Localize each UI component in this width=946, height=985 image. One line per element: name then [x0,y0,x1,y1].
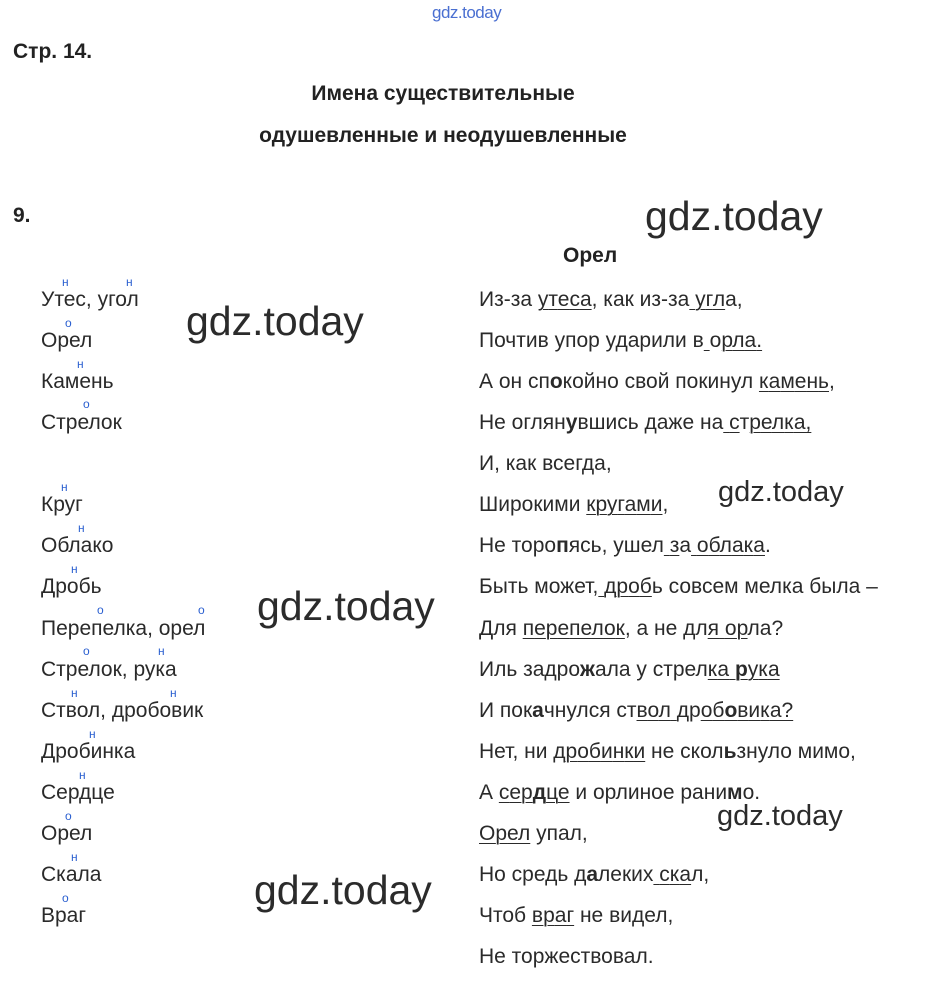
word-item-10: Ствол, дробовик [41,699,204,722]
animate-mark: о [198,603,205,617]
poem-line: Чтоб враг не видел, [479,904,674,927]
word-item-11: Дробинка [41,740,136,763]
poem-line: Иль задрожала у стрелка рука [479,658,780,681]
animate-mark: о [65,809,72,823]
inanimate-mark: н [170,686,177,700]
word-item-3: Камень [41,370,114,393]
inanimate-mark: н [126,275,133,289]
word-item-12: Сердце [41,781,115,804]
poem-line: Но средь далеких скал, [479,863,710,886]
inanimate-mark: н [71,686,78,700]
poem-line: Широкими кругами, [479,493,669,516]
section-title-line-1: Имена существительные [311,82,575,105]
animate-mark: о [65,316,72,330]
poem-line: И, как всегда, [479,452,612,475]
word-item-4: Стрелок [41,411,122,434]
exercise-number: 9. [13,204,31,227]
page-number: Стр. 14. [13,40,93,63]
word-item-1: Утес, угол [41,288,139,311]
word-item-5: Круг [41,493,83,516]
watermark: gdz.today [645,193,823,239]
poem-line: А сердце и орлиное ранимо. [479,781,761,804]
inanimate-mark: н [158,644,165,658]
poem-line: Не торжествовал. [479,945,654,968]
animate-mark: о [83,644,90,658]
watermark: gdz.today [717,800,843,832]
inanimate-mark: н [79,768,86,782]
inanimate-mark: н [89,727,96,741]
poem-line: Нет, ни дробинки не скользнуло мимо, [479,740,856,763]
word-item-15: Враг [41,904,87,927]
poem-line: Не оглянувшись даже на стрелка, [479,411,812,434]
animate-mark: о [83,397,90,411]
inanimate-mark: н [78,521,85,535]
inanimate-mark: н [71,850,78,864]
section-title-line-2: одушевленные и неодушевленные [259,124,627,147]
inanimate-mark: н [61,480,68,494]
animate-mark: о [62,891,69,905]
inanimate-mark: н [71,562,78,576]
watermark: gdz.today [257,583,435,629]
watermark: gdz.today [186,298,364,344]
poem-line: Из-за утеса, как из-за угла, [479,288,743,311]
watermark: gdz.today [254,867,432,913]
poem-line: Почтив упор ударили в орла. [479,329,763,352]
word-item-13: Орел [41,822,93,845]
animate-mark: о [97,603,104,617]
poem-line: Для перепелок, а не для орла? [479,617,784,640]
word-item-9: Стрелок, рука [41,658,177,681]
word-item-6: Облако [41,534,114,557]
poem-line: А он спокойно свой покинул камень, [479,370,835,393]
poem-line: Не торопясь, ушел за облака. [479,534,771,557]
word-item-14: Скала [41,863,102,886]
poem-line: Орел упал, [479,822,588,845]
poem-line: Быть может, дробь совсем мелка была – [479,575,878,598]
word-item-7: Дробь [41,575,102,598]
poem-title: Орел [563,244,618,267]
watermark: gdz.today [718,476,844,508]
inanimate-mark: н [62,275,69,289]
word-item-2: Орел [41,329,93,352]
poem-line: И покачнулся ствол дробовика? [479,699,794,722]
inanimate-mark: н [77,357,84,371]
word-item-8: Перепелка, орел [41,617,206,640]
top-watermark: gdz.today [432,3,502,22]
